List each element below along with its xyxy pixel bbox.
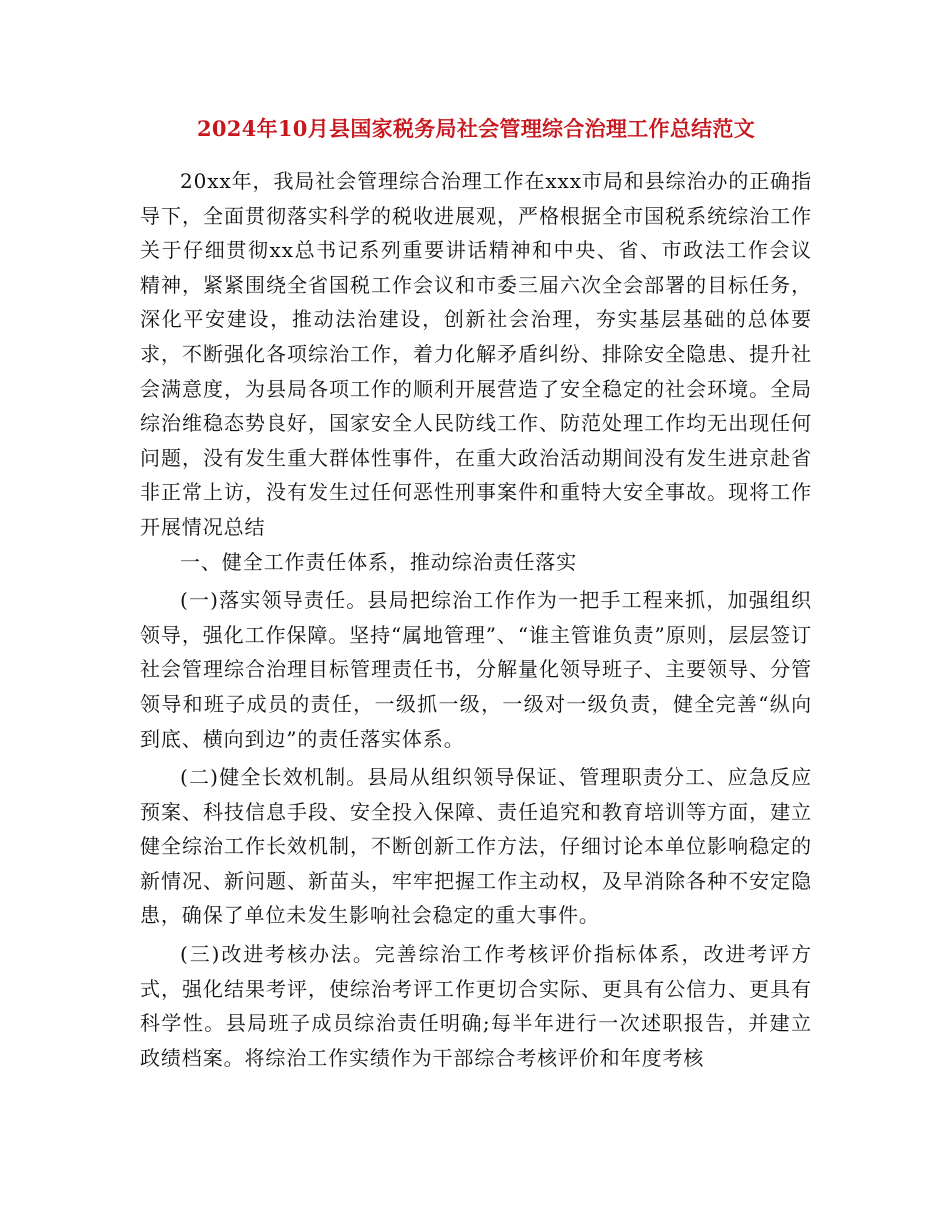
section-heading-1: 一、健全工作责任体系，推动综治责任落实 — [180, 549, 578, 574]
paragraph-leadership-responsibility: (一)落实领导责任。县局把综治工作作为一把手工程来抓，加强组织领导，强化工作保障。坚持“属地管理”、“谁主管谁负责”原则，层层签订社会管理综合治理目标管理责任书，分解量化领导班子、主要领导、分管领导和班子成员的责任，一级抓一级，一级对一级负责，健全完善“纵向到底、横向到边”的责任落实体系。 — [140, 588, 812, 751]
intro-paragraph: 20xx年，我局社会管理综合治理工作在xxx市局和县综治办的正确指导下，全面贯彻落实科学的税收进展观，严格根据全市国税系统综治工作关于仔细贯彻xx总书记系列重要讲话精神和中央、省、市政法工作会议精神，紧紧围绕全省国税工作会议和市委三届六次全会部署的目标任务，深化平安建设，推动法治建设，创新社会治理，夯实基层基础的总体要求，不断强化各项综治工作，着力化解矛盾纠纷、排除安全隐患、提升社会满意度，为县局各项工作的顺利开展营造了安全稳定的社会环境。全局综治维稳态势良好，国家安全人民防线工作、防范处理工作均无出现任何问题，没有发生重大群体性事件，在重大政治活动期间没有发生进京赴省非正常上访，没有发生过任何恶性刑事案件和重特大安全事故。现将工作开展情况总结 — [140, 169, 812, 539]
document-page — [140, 112, 812, 1075]
paragraph-assessment-method: (三)改进考核办法。完善综治工作考核评价指标体系，改进考评方式，强化结果考评，使综治考评工作更切合实际、更具有公信力、更具有科学性。县局班子成员综治责任明确;每半年进行一次述职报告，并建立政绩档案。将综治工作实绩作为干部综合考核评价和年度考核 — [140, 942, 812, 1070]
document-title: 2024年10月县国家税务局社会管理综合治理工作总结范文 — [196, 116, 756, 141]
paragraph-long-term-mechanism: (二)健全长效机制。县局从组织领导保证、管理职责分工、应急反应预案、科技信息手段、安全投入保障、责任追究和教育培训等方面，建立健全综治工作长效机制，不断创新工作方法，仔细讨论本单位影响稳定的新情况、新问题、新苗头，牢牢把握工作主动权，及早消除各种不安定隐患，确保了单位未发生影响社会稳定的重大事件。 — [140, 765, 812, 928]
